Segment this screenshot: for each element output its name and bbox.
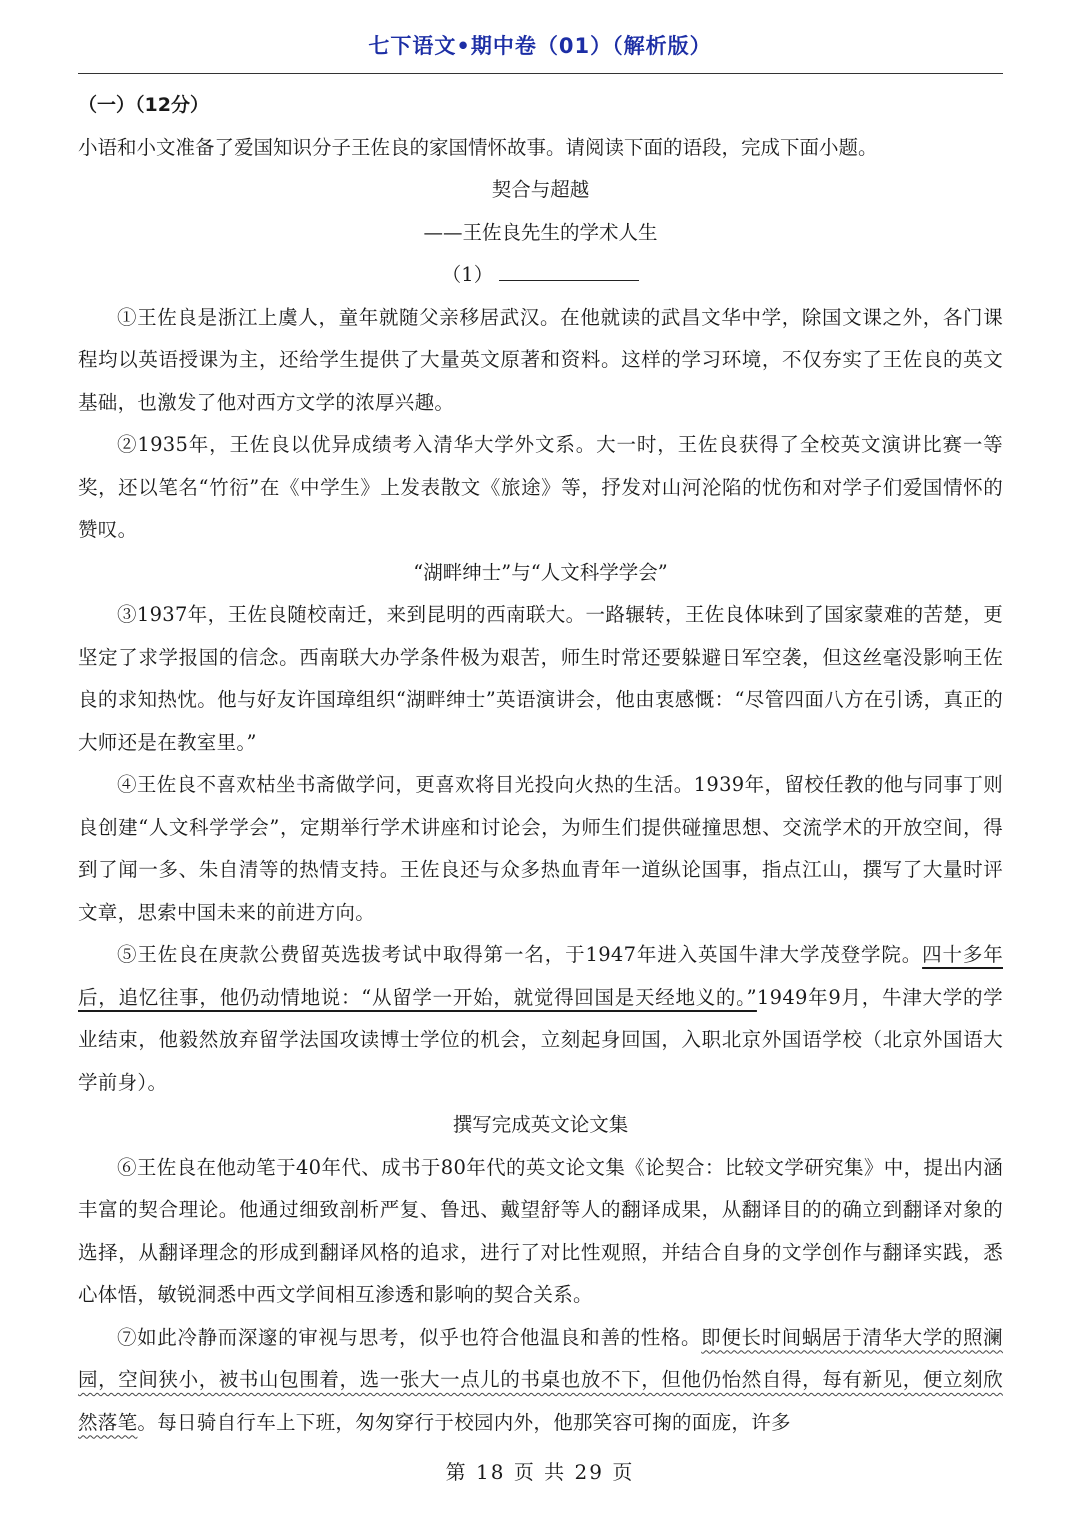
paragraph-7 [78,1317,1003,1445]
underlined-sentence: 四十多年后，追忆往事，他仍动情地说：“从留学一开始，就觉得回国是天经地义的。” [78,943,1003,1009]
paragraph-4: ④王佐良不喜欢枯坐书斋做学问，更喜欢将目光投向火热的生活。1939年，留校任教的他与同事丁则良创建“人文科学学会”，定期举行学术讲座和讨论会，为师生们提供碰撞思想、交流学术的开放空间，得到了闻一多、朱自清等的热情支持。王佐良还与众多热血青年一道纵论国事，指点江山，撰写了大量时评文章，思索中国未来的前进方向。 [78,773,1003,924]
header-divider [78,73,1003,74]
article-title: 契合与超越 [491,178,590,201]
article-subtitle: ——王佐良先生的学术人生 [423,220,658,244]
paragraph-1: ①王佐良是浙江上虞人，童年就随父亲移居武汉。在他就读的武昌文华中学，除国文课之外，各门课程均以英语授课为主，还给学生提供了大量英文原著和资料。这样的学习环境，不仅夯实了王佐良的英文基础，也激发了他对西方文学的浓厚兴趣。 [78,305,1003,414]
section-label: （一）（12分） [78,94,209,116]
subheading-blank-1 [78,254,1003,297]
section-intro: 小语和小文准备了爱国知识分子王佐良的家国情怀故事。请阅读下面的语段，完成下面小题。 [78,135,878,159]
paragraph-3: ③1937年，王佐良随校南迁，来到昆明的西南联大。一路辗转，王佐良体味到了国家蒙难的苦楚，更坚定了求学报国的信念。西南联大办学条件极为艰苦，师生时常还要躲避日军空袭，但这丝毫没影响王佐良的求知热忱。他与好友许国璋组织“湖畔绅士”英语演讲会，他由衷感慨：“尽管四面八方在引诱，真正的大师还是在教室里。” [78,603,1003,754]
paragraph-7-part-b: 。每日骑自行车上下班，匆匆穿行于校园内外，他那笑容可掬的面庞，许多 [137,1410,791,1434]
paragraph-2: ②1935年，王佐良以优异成绩考入清华大学外文系。大一时，王佐良获得了全校英文演讲比赛一等奖，还以笔名“竹衍”在《中学生》上发表散文《旅途》等，抒发对山河沦陷的忧伤和对学子们爱国情怀的赞叹。 [78,433,1003,541]
paragraph-7-part-a: ⑦如此冷静而深邃的审视与思考，似乎也符合他温良和善的性格。 [117,1325,702,1349]
document-header-title: 七下语文•期中卷（01）（解析版） [368,34,712,58]
wavy-underlined-sentence: 即便长时间蜗居于清华大学的照澜园，空间狭小，被书山包围着，选一张大一点儿的书桌也放不下，但他仍怡然自得，每有新见，便立刻欣然落笔 [78,1325,1003,1434]
subheading-3: 撰写完成英文论文集 [452,1113,629,1136]
paragraph-6: ⑥王佐良在他动笔于40年代、成书于80年代的英文论文集《论契合：比较文学研究集》中，提出内涵丰富的契合理论。他通过细致剖析严复、鲁迅、戴望舒等人的翻译成果，从翻译目的的确立到翻译对象的选择，从翻译理念的形成到翻译风格的追求，进行了对比性观照，并结合自身的文学创作与翻译实践，悉心体悟，敏锐洞悉中西文学间相互渗透和影响的契合关系。 [78,1155,1003,1306]
subheading-2: “湖畔绅士”与“人文科学学会” [413,560,668,584]
paragraph-5-part-a: ⑤王佐良在庚款公费留英选拔考试中取得第一名，于1947年进入英国牛津大学茂登学院。 [117,943,923,966]
blank-label: （1） [441,263,494,286]
document-body [78,84,1003,1444]
paragraph-5-part-b: 1949年9月，牛津大学的学业结束，他毅然放弃留学法国攻读博士学位的机会，立刻起身回国，入职北京外国语学校（北京外国语大学前身）。 [78,985,1003,1094]
page-number: 第 18 页 共 29 页 [445,1460,635,1484]
paragraph-5 [78,934,1003,1104]
fill-in-blank[interactable] [499,258,639,281]
